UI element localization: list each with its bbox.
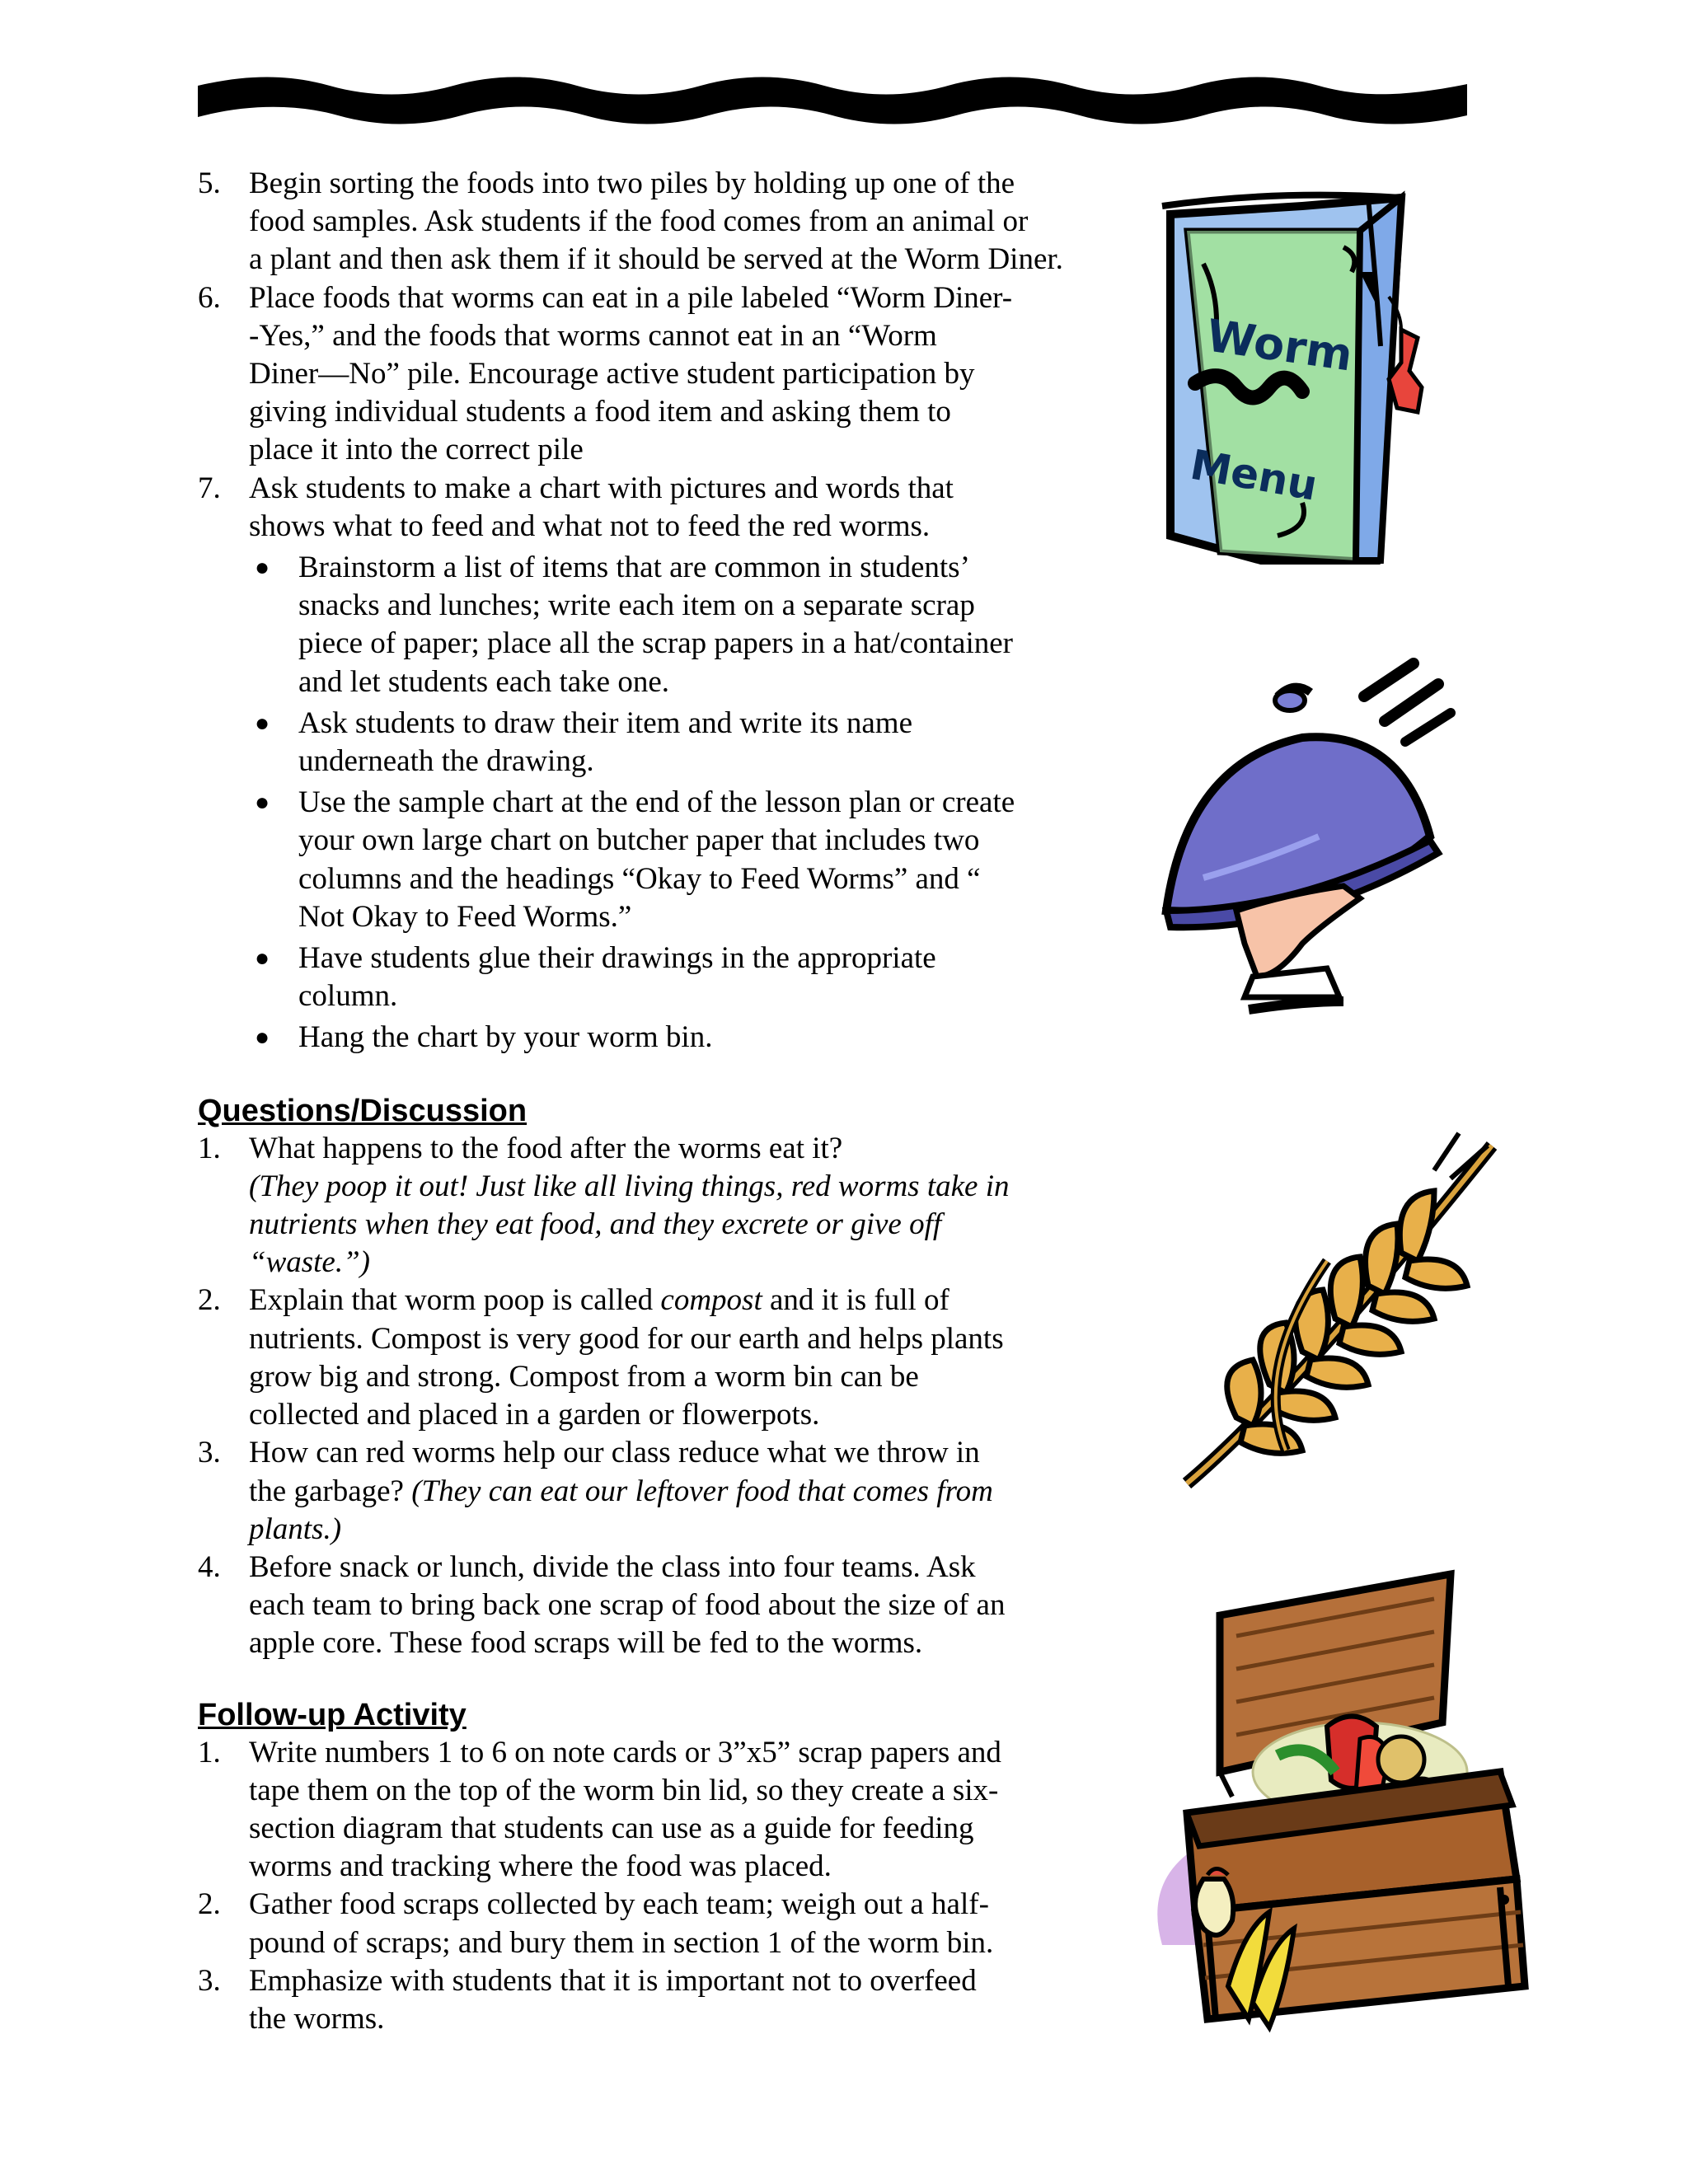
answer-text: (They can eat our leftover food that comes from xyxy=(411,1474,993,1508)
step-6 xyxy=(198,279,1146,470)
bullet-text: Brainstorm a list of items that are common in students’ xyxy=(298,551,970,585)
item-text: Write numbers 1 to 6 on note cards or 3”x5” scrap papers and xyxy=(249,1735,1001,1769)
question-4 xyxy=(198,1549,1146,1663)
bullet-item xyxy=(249,784,1146,936)
wave-banner xyxy=(198,76,1467,134)
question-text: each team to bring back one scrap of food about the size of an xyxy=(249,1588,1006,1623)
question-text: What happens to the food after the worms eat it? xyxy=(249,1131,843,1165)
step-7 xyxy=(198,470,1146,1057)
item-number: 3. xyxy=(198,1963,221,1998)
step-number: 7. xyxy=(198,471,221,505)
step-text: -Yes,” and the foods that worms cannot eat in an “Worm xyxy=(249,318,937,353)
step-text: Place foods that worms can eat in a pile labeled “Worm Diner- xyxy=(249,280,1013,315)
question-3 xyxy=(198,1434,1146,1549)
question-text xyxy=(249,1473,1146,1511)
bullet-text: and let students each take one. xyxy=(298,664,669,699)
questions-list xyxy=(198,1130,1146,1663)
menu-art-word2: Menu xyxy=(1186,440,1321,510)
question-text: grow big and strong. Compost from a worm bin can be xyxy=(249,1359,919,1394)
step-text: place it into the correct pile xyxy=(249,433,584,467)
step-number: 5. xyxy=(198,166,221,200)
step-5 xyxy=(198,165,1146,279)
bullet-text: Not Okay to Feed Worms.” xyxy=(298,899,632,934)
question-number: 4. xyxy=(198,1549,221,1584)
bullet-text: your own large chart on butcher paper that includes two xyxy=(298,823,980,858)
bullet-icon: ● xyxy=(255,1024,270,1052)
bullet-text: columns and the headings “Okay to Feed Worms” and “ xyxy=(298,861,981,896)
bullet-item xyxy=(249,940,1146,1015)
step-text: Diner—No” pile. Encourage active student participation by xyxy=(249,357,975,391)
bullet-text: Use the sample chart at the end of the lesson plan or create xyxy=(298,785,1015,820)
step-text: food samples. Ask students if the food comes from an animal or xyxy=(249,204,1029,239)
bullet-text: Ask students to draw their item and write its name xyxy=(298,705,912,740)
answer-text: “waste.”) xyxy=(249,1245,371,1280)
lesson-text xyxy=(198,165,1146,2038)
question-number: 1. xyxy=(198,1131,221,1165)
bullet-icon: ● xyxy=(255,944,270,972)
followup-item-3 xyxy=(198,1962,1146,2038)
emphasized-term: compost xyxy=(660,1283,762,1318)
bullet-text: Have students glue their drawings in the appropriate xyxy=(298,941,936,976)
item-number: 2. xyxy=(198,1887,221,1922)
serving-cloche-clipart xyxy=(1154,647,1566,1043)
text-run: the garbage? xyxy=(249,1474,412,1508)
wheat-clipart xyxy=(1162,1121,1541,1500)
followup-item-2 xyxy=(198,1886,1146,1961)
question-number: 3. xyxy=(198,1436,221,1470)
food-scrap-box-clipart xyxy=(1137,1558,1599,2069)
bullet-text: column. xyxy=(298,979,398,1014)
followup-heading: Follow-up Activity xyxy=(198,1697,467,1732)
bullet-icon: ● xyxy=(255,789,270,817)
item-text: section diagram that students can use as a guide for feeding xyxy=(249,1811,974,1845)
answer-text: plants.) xyxy=(249,1511,342,1546)
bullet-text: piece of paper; place all the scrap papers in a hat/container xyxy=(298,626,1014,661)
procedure-steps xyxy=(198,165,1146,1057)
item-text: tape them on the top of the worm bin lid, so they create a six- xyxy=(249,1773,999,1807)
followup-list xyxy=(198,1734,1146,2039)
bullet-item xyxy=(249,549,1146,701)
questions-heading: Questions/Discussion xyxy=(198,1093,528,1128)
bullet-item xyxy=(249,705,1146,780)
answer-text: (They poop it out! Just like all living things, red worms take in xyxy=(249,1169,1010,1203)
item-text: the worms. xyxy=(249,2001,385,2036)
question-text: collected and placed in a garden or flowerpots. xyxy=(249,1398,820,1432)
followup-item-1 xyxy=(198,1734,1146,1886)
item-text: Gather food scraps collected by each team; weigh out a half- xyxy=(249,1887,989,1922)
item-text: worms and tracking where the food was placed. xyxy=(249,1849,832,1884)
text-run: Explain that worm poop is called xyxy=(249,1283,661,1318)
question-text: apple core. These food scraps will be fed to the worms. xyxy=(249,1626,923,1661)
question-number: 2. xyxy=(198,1283,221,1318)
step-number: 6. xyxy=(198,280,221,315)
bullet-text: Hang the chart by your worm bin. xyxy=(298,1020,713,1055)
question-text xyxy=(249,1282,1146,1319)
step-text: giving individual students a food item and asking them to xyxy=(249,395,951,429)
bullet-icon: ● xyxy=(255,554,270,582)
step-text: shows what to feed and what not to feed the red worms. xyxy=(249,509,931,543)
item-number: 1. xyxy=(198,1735,221,1769)
item-text: pound of scraps; and bury them in section 1 of the worm bin. xyxy=(249,1925,994,1960)
question-text: How can red worms help our class reduce what we throw in xyxy=(249,1436,980,1470)
step-text: Ask students to make a chart with pictures and words that xyxy=(249,471,954,505)
question-text: Before snack or lunch, divide the class into four teams. Ask xyxy=(249,1549,976,1584)
text-run: and it is full of xyxy=(762,1283,950,1318)
question-text: nutrients. Compost is very good for our earth and helps plants xyxy=(249,1321,1004,1356)
bullet-item xyxy=(249,1019,1146,1057)
step-text: a plant and then ask them if it should be served at the Worm Diner. xyxy=(249,242,1063,277)
menu-art-word1: Worm xyxy=(1203,309,1356,382)
question-1 xyxy=(198,1130,1146,1282)
answer-text: nutrients when they eat food, and they excrete or give off xyxy=(249,1207,942,1242)
step-text: Begin sorting the foods into two piles by holding up one of the xyxy=(249,166,1015,200)
bullet-text: snacks and lunches; write each item on a separate scrap xyxy=(298,588,975,623)
bullet-icon: ● xyxy=(255,709,270,737)
question-2 xyxy=(198,1282,1146,1434)
bullet-text: underneath the drawing. xyxy=(298,744,594,779)
item-text: Emphasize with students that it is important not to overfeed xyxy=(249,1963,977,1998)
step-7-bullets xyxy=(249,549,1146,1057)
menu-clipart xyxy=(1154,173,1566,602)
